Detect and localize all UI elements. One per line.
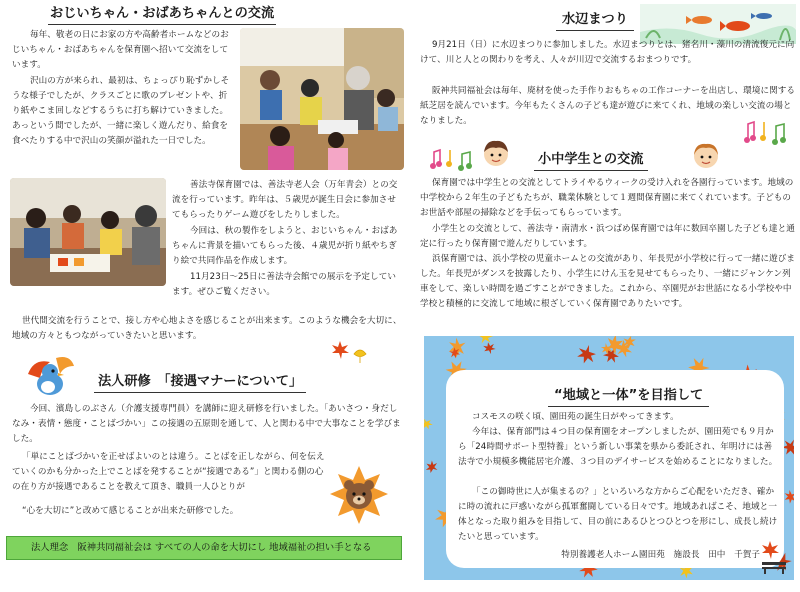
falling-leaf-icon: [483, 341, 497, 355]
bird-illustration: [20, 352, 78, 400]
kids-para-6: 世代間交流を行うことで、接し方や心地よさを感じることが出来ます。このような機会を大切に、地域の方々ともつながっていきたいと思います。: [12, 316, 402, 341]
training-para-1: 今回、濱島しのぶさん（介護支援専門員）を講師に迎え研修を行いました。「あいさつ・身だしなみ・表情・態度・ことばづかい」この接遇の五原則を通して、人と関わる中で大事なことを学びました。: [12, 404, 401, 444]
training-para-3: “心を大切に”と改めて感じることが出来た研修でした。: [22, 506, 239, 516]
school-para-3: 浜保育園では、浜小学校の児童ホームとの交流があり、年長児が小学校に行って一緒に遊びました。年長児がダンスを披露したり、小学生にけん玉を見せてもらったり、一緒にジャンケン列車をして、楽しい時間を過ごすことができました。これから、卒園児がお世話になる小学校や中学校と積極的に交流して地域に根ざしていく保育園でありたいです。: [420, 254, 796, 309]
kids-para-1: 毎年、敬老の日にお家の方や高齢者ホームなどのおじいちゃん・おばあちゃんを保育園へ招いて交流をしています。: [12, 30, 229, 70]
kids-section-heading: おじいちゃん・おばあちゃんとの交流: [48, 4, 276, 25]
ginkgo-leaf-icon: [352, 348, 368, 364]
falling-leaf-icon: [424, 458, 441, 475]
kids-para-5: 11月23日～25日に善法寺会館での展示を予定しています。ぜひご覧ください。: [172, 272, 396, 297]
school-para-1: 保育園では中学生との交流としてトライやるウィークの受け入れを各園行っています。地域の中学校から２年生の子どもたちが、職業体験として１週間保育園に来てくれています。子どものお世話や部屋の掃除などを手伝ってもらっています。: [420, 178, 794, 218]
festival-section-heading: 水辺まつり: [556, 10, 634, 31]
kids-para-3: 善法寺保育園では、善法寺老人会（万年青会）との交流を行っています。昨年は、５歳児が誕生日会に参加させてもらったりゲーム遊びをしたりしました。: [172, 180, 398, 220]
maple-leaf-icon: [760, 540, 780, 560]
kids-para-2: 沢山の方が来られ、最初は、ちょっぴり恥ずかしそうな様子でしたが、クラスごとに歌のプレゼントや、折り紙やこま回しなどするうちに打ち解けていきました。あっという間でしたが、一緒に楽しく遊んだり、給食を食べたりする中で沢山の笑顔が溢れた一日でした。: [12, 76, 230, 146]
maple-leaf-icon: [330, 340, 350, 360]
bear-mascot-illustration: [328, 464, 390, 526]
kids-para-4: 今回は、秋の製作をしようと、おじいちゃん・おばあちゃんに背景を描いてもらった後、４歳児が折り紙やちぎり絵で共同作品を作成します。: [172, 226, 398, 266]
training-para-2: 「単にことばづかいを正せばよいのとは違う。ことばを正しながら、何を伝えていくのかも分かった上でことばを発することが“接遇である”」と関わる側の心の在り方が接遇であることを教えて頂き、職員一人ひとりが: [12, 452, 325, 492]
festival-para-1: 9月21日（日）に水辺まつりに参加しました。水辺まつりとは、猪名川・藻川の清流復元に向けて、川と人との関わりを考え、人々が川辺で交流するおまつりです。: [420, 40, 795, 65]
community-section-heading: “地域と一体”を目指して: [548, 386, 709, 407]
school-para-2: 小学生との交流として、善法寺・南清水・浜つばめ保育園では年に数回卒園した子ども達と通定に行ったり保育園で遊んだりしています。: [420, 224, 795, 249]
school-section-heading: 小中学生との交流: [534, 150, 648, 171]
origami-craft-photo: [10, 178, 166, 286]
corporate-philosophy-banner: 法人理念 阪神共同福祉会は すべての人の命を大切にし 地域福祉の担い手となる: [6, 536, 402, 560]
falling-leaf-icon: [424, 416, 434, 431]
bench-silhouette-icon: [760, 558, 788, 574]
kids-play-photo: [240, 28, 404, 170]
child-face-icon: [480, 138, 512, 168]
community-signature: 特別養護老人ホーム園田苑 施設長 田中 千賀子: [561, 550, 760, 560]
community-para-3: 「この御時世に人が集まるの？」といろいろな方からご心配をいただき、確かに時の流れに戸惑いながら孤軍奮闘している日々です。地域あればこそ、地域と一体となった取り組みを目指して、目の前にあるひとつひとつを形にし、成長し続けたいと思っています。: [458, 487, 778, 542]
child-face-icon: [690, 140, 722, 170]
training-section-heading: 法人研修 「接遇マナーについて」: [94, 372, 306, 393]
falling-leaf-icon: [575, 342, 598, 366]
community-para-1: コスモスの咲く頃、園田苑の誕生日がやってきます。: [472, 412, 679, 422]
community-para-2: 今年は、保育部門は４つ目の保育園をオープンしましたが、園田苑でも９月から「24時間サポート型特養」という新しい事業を県から委託され、年明けには善法寺で小規模多機能居宅介護、３つ目のデイサービスを始めることになりました。: [458, 427, 778, 467]
music-notes-icon: [430, 146, 474, 172]
music-notes-icon: [744, 118, 788, 146]
festival-para-2: 阪神共同福祉会は毎年、廃材を使った手作りおもちゃの工作コーナーを出店し、環境に関する紙芝居を読んでいます。今年もたくさんの子ども達が遊びに来てくれ、地域の楽しい交流の場となりました。: [420, 86, 796, 126]
falling-leaf-icon: [445, 336, 470, 359]
